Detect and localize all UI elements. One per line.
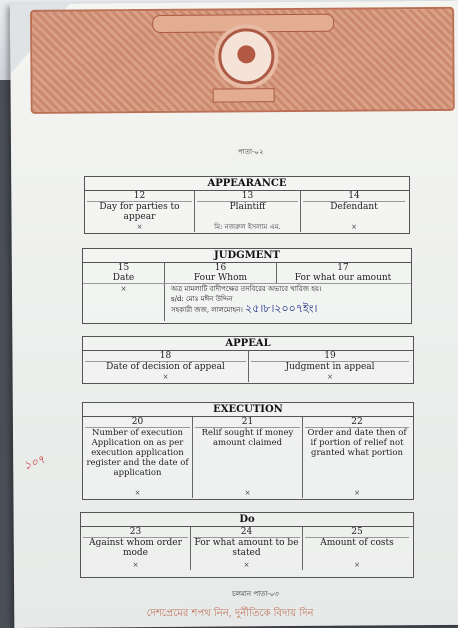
col-19 [249,351,411,382]
cell-value: × [351,223,357,231]
col-25 [303,527,411,570]
col-15-header [83,263,165,283]
section-title: JUDGMENT [83,249,411,263]
col-header: Plaintiff [229,202,266,212]
judgment-line: অত্র মামলাটি বাদীপক্ষের তদবিরের অভাবে খারিজ হয়। [171,285,322,293]
col-header: Defendant [330,202,378,212]
page-number: পাতা-০২ [238,148,264,156]
cell-value: × [327,373,333,381]
judgment-section [82,248,412,324]
cell-value: × [244,489,251,497]
col-number: 17 [337,263,349,273]
stamp-value-label [213,88,275,102]
col-header: Order and date then of if portion of relief not granted what portion [307,428,407,458]
col-number: 25 [305,527,409,538]
col-header: Four Whom [193,273,248,283]
col-header: For what our amount [294,273,392,283]
col-14 [301,191,407,232]
cell-value: × [134,489,141,497]
col-number: 15 [117,263,130,273]
col-number: 23 [83,527,188,538]
col-number: 18 [85,351,246,362]
execution-section [82,402,414,500]
col-15-value: × [83,284,165,321]
col-header: Day for parties to appear [99,202,180,222]
col-22 [303,417,411,498]
section-title: APPEAL [83,337,413,351]
col-header: Number of execution Application on as per execution application register and the date of application [86,428,189,478]
col-header: Judgment in appeal [285,362,375,372]
col-23 [81,527,191,570]
cell-value: × [243,561,250,569]
col-number: 14 [303,191,405,202]
judgment-line-3 [171,304,407,315]
col-header: For what amount to be stated [194,538,299,558]
col-number: 13 [197,191,298,202]
appeal-section [82,336,414,384]
col-18 [83,351,249,382]
cell-value: × [354,561,360,569]
handwritten-date: ২৫।৮।২০০৭ইং। [245,302,318,315]
section-title: Do [81,513,413,527]
cell-value: × [162,373,169,381]
col-header: Amount of costs [320,538,394,548]
col-header: Date of decision of appeal [106,362,225,372]
col-24 [191,527,303,570]
col-12 [85,191,195,232]
section-title: APPEARANCE [85,177,409,191]
col-number: 20 [85,417,190,428]
col-number: 19 [251,351,409,362]
bottom-banner: দেশপ্রেমের শপথ নিন, দুর্নীতিকে বিদায় দিন [146,608,314,619]
continued-page-label: চলমান পাতা-০৩ [232,590,279,598]
col-17-header [277,263,409,283]
appearance-section [84,176,410,234]
col-13 [195,191,301,232]
col-header: Against whom order mode [89,538,182,558]
col-21 [193,417,303,498]
col-number: 22 [305,417,409,428]
col-16-header [165,263,277,283]
col-number: 16 [214,263,227,273]
section-title: EXECUTION [83,403,413,417]
col-number: 12 [87,191,192,202]
col-header: Date [112,273,135,283]
col-header: Relif sought if money amount claimed [201,428,294,448]
court-fee-stamp [30,7,455,114]
cell-value: × [354,489,360,497]
judgment-order-text [165,284,409,321]
cell-value: মি: নজরুল ইসলাম এম. [214,223,281,231]
cell-value: × [136,223,143,231]
national-emblem-icon [218,28,274,84]
col-20 [83,417,193,498]
margin-note: ১০৭ [22,452,47,473]
court-name: সহকারী জজ, লালমোহন। [171,306,243,314]
col-number: 24 [193,527,300,538]
col-number: 21 [195,417,300,428]
do-section [80,512,414,578]
signature-text: s/d: মোঃ মঈন উদ্দিন [171,295,233,303]
cell-value: × [132,561,139,569]
